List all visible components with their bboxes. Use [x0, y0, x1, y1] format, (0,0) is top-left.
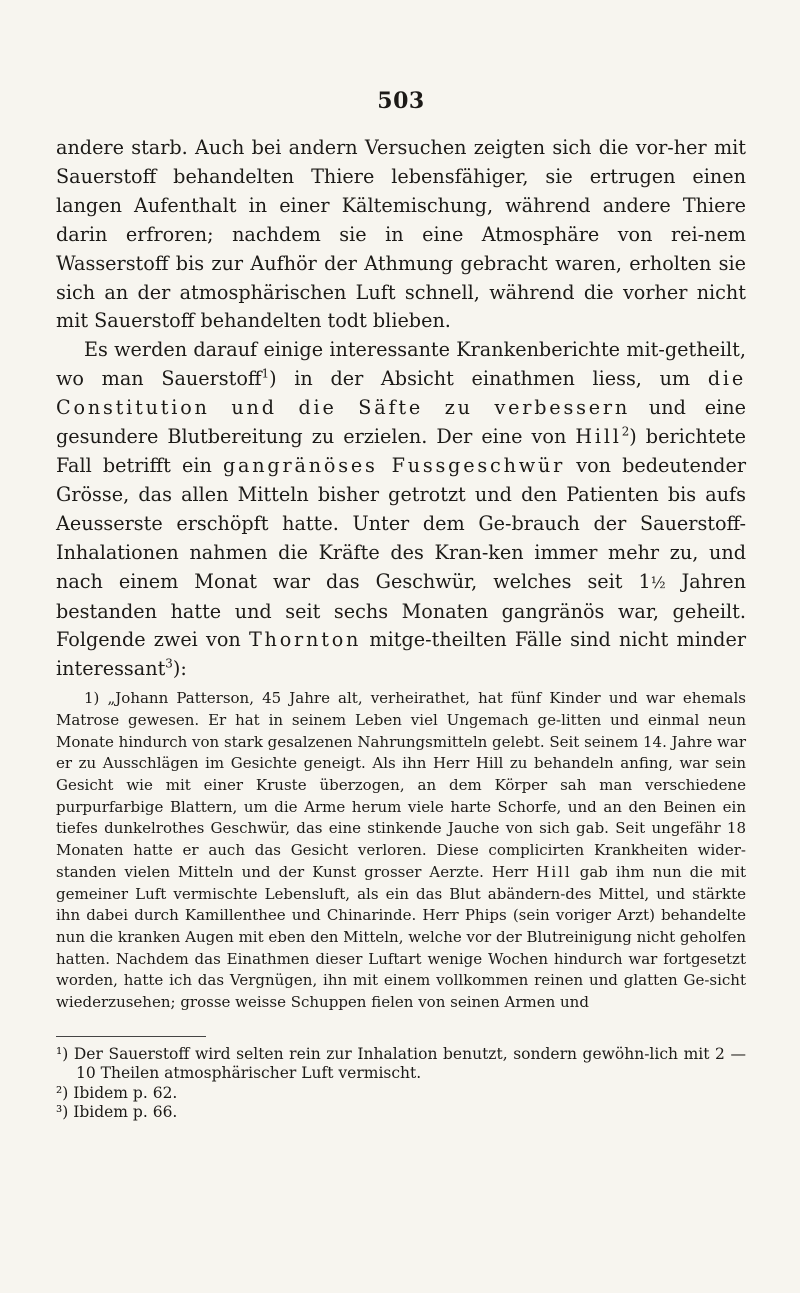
- author-name: Hill: [536, 862, 572, 881]
- author-name: Thornton: [248, 628, 362, 652]
- text-run: gab ihm nun die mit gemeiner Luft vermischte Lebensluft, als ein das Blut abändern-des Mittel, und stärkte ihn dabei durch Kamillenthee und Chinarinde. Herr Phips (sein voriger Arzt) behandelte nun die kranken Augen mit eben den Mitteln, welche vor der Blutreinigung nicht geholfen hatten. Nachdem das Einathmen dieser Luftart wenige Wochen hindurch war fortgesetzt worden, hatte ich das Vergnügen, ihn mit einem vollkommen reinen und glatten Ge-sicht wiederzusehen; grosse weisse Schuppen fielen von seinen Armen und: [56, 862, 746, 1012]
- text-run: ) berichtete Fall betrifft ein: [56, 425, 746, 477]
- text-run: Jahren bestanden hatte und seit sechs Monaten gangränös war, geheilt. Folgende zwei von: [56, 569, 746, 652]
- main-text: [56, 134, 746, 684]
- paragraph: andere starb. Auch bei andern Versuchen zeigten sich die vor-her mit Sauerstoff behandelten Thiere lebensfähiger, sie ertrugen einen langen Aufenthalt in einer Kältemischung, während andere Thiere darin erfroren; nachdem sie in eine Atmosphäre von rei-nem Wasserstoff bis zur Aufhör der Athmung gebracht waren, erholten sie sich an der atmosphärischen Luft schnell, während die vorher nicht mit Sauerstoff behandelten todt blieben.: [56, 136, 746, 333]
- text-run: mitge-theilten Fälle sind nicht minder interessant: [56, 628, 746, 681]
- text-run: Es werden darauf einige interessante Krankenberichte mit-getheilt, wo man Sauerstoff: [56, 338, 746, 391]
- footnote-ref: 3: [165, 656, 173, 671]
- page-number: 503: [377, 88, 425, 114]
- footnote-mark: ³): [56, 1103, 69, 1122]
- text-run: und eine gesundere Blutbereitung zu erzielen. Der eine von: [56, 396, 746, 449]
- spaced-emphasis: gangränöses Fussgeschwür: [222, 453, 566, 477]
- footnote-ref: 2: [621, 424, 630, 439]
- fraction: ½: [650, 573, 666, 592]
- author-name: Hill: [575, 425, 622, 449]
- spaced-emphasis: die Constitution und die Säfte zu verbessern: [56, 367, 746, 420]
- footnotes: [56, 1045, 746, 1123]
- case-report: [56, 688, 746, 1014]
- text-run: ):: [172, 657, 187, 681]
- footnote-mark: ¹): [56, 1044, 69, 1063]
- text-run: 1) „Johann Patterson, 45 Jahre alt, verheirathet, hat fünf Kinder und war ehemals Matrose gewesen. Er hat in seinem Leben viel Ungemach ge-litten und einmal neun Monate hindurch von stark gesalzenen Nahrungsmitteln gelebt. Seit seinem 14. Jahre war er zu Ausschlägen im Gesichte geneigt. Als ihn Herr Hill zu behandeln anfing, war sein Gesicht wie mit einer Kruste überzogen, an dem Körper sah man verschiedene purpurfarbige Blattern, um die Arme herum viele harte Schorfe, und an den Beinen ein tiefes dunkelrothes Geschwür, das eine stinkende Jauche von sich gab. Seit ungefähr 18 Monaten hatte er auch das Gesicht verloren. Diese complicirten Krankheiten wider-standen vielen Mitteln und der Kunst grosser Aerzte. Herr: [56, 689, 747, 881]
- footnote: [56, 1103, 746, 1123]
- footnote: [56, 1045, 746, 1084]
- footnote-ref: 1: [261, 366, 270, 381]
- footnote-text: Ibidem p. 66.: [73, 1103, 178, 1122]
- text-run: ) in der Absicht einathmen liess, um: [269, 367, 708, 391]
- footnote-text: Der Sauerstoff wird selten rein zur Inhalation benutzt, sondern gewöhn-lich mit 2 — 10 Theilen atmosphärischer Luft vermischt.: [73, 1044, 746, 1083]
- footnote: [56, 1084, 746, 1104]
- footnote-divider: [56, 1036, 206, 1037]
- book-page: [56, 88, 746, 1123]
- footnote-text: Ibidem p. 62.: [73, 1083, 178, 1102]
- footnote-mark: ²): [56, 1083, 69, 1102]
- paragraph: [56, 336, 746, 684]
- text-run: von bedeutender Grösse, das allen Mitteln bisher getrotzt und den Patienten bis aufs Aeusserste erschöpft hatte. Unter dem Ge-brauch der Sauerstoff-Inhalationen nahmen die Kräfte des Kran-ken immer mehr zu, und nach einem Monat war das Geschwür, welches seit 1: [56, 453, 746, 593]
